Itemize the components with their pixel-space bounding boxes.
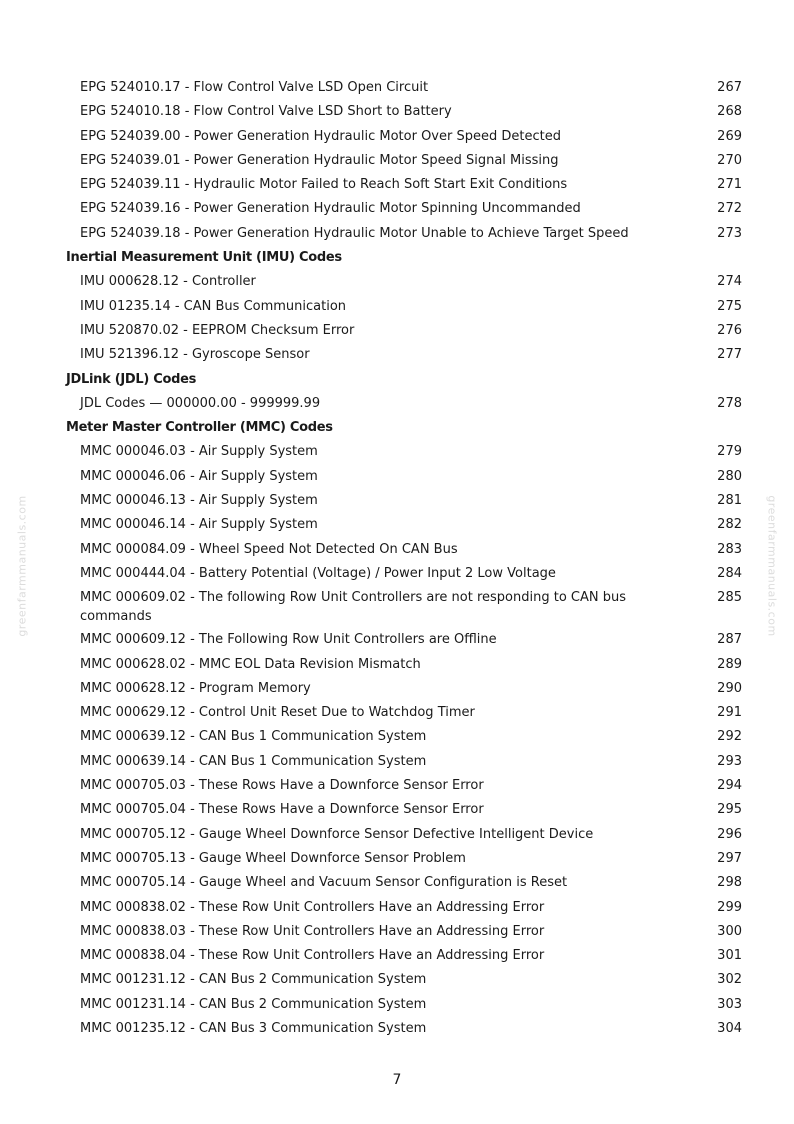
entry-page-number: 278 (717, 395, 742, 411)
toc-entry[interactable] (0, 586, 794, 628)
entry-page-number: 300 (717, 923, 742, 939)
entry-title: EPG 524010.18 - Flow Control Valve LSD Short to Battery (80, 104, 452, 120)
entry-page-number: 298 (717, 875, 742, 891)
toc-entry[interactable] (0, 750, 794, 774)
toc-entry[interactable] (0, 920, 794, 944)
entry-title: EPG 524039.11 - Hydraulic Motor Failed to Reach Soft Start Exit Conditions (80, 177, 568, 193)
section-title: Meter Master Controller (MMC) Codes (66, 420, 333, 436)
entry-title: MMC 000705.13 - Gauge Wheel Downforce Sensor Problem (80, 850, 466, 866)
toc-entry[interactable] (0, 774, 794, 798)
toc-entry[interactable] (0, 392, 794, 416)
entry-title: EPG 524039.01 - Power Generation Hydraulic Motor Speed Signal Missing (80, 152, 559, 168)
toc-entry[interactable] (0, 677, 794, 701)
entry-page-number: 289 (717, 656, 742, 672)
entry-title: MMC 000609.02 - The following Row Unit Controllers are not responding to CAN bus commands (80, 590, 627, 625)
entry-page-number: 267 (717, 80, 742, 95)
toc-entry[interactable] (0, 343, 794, 367)
entry-page-number: 270 (717, 152, 742, 168)
entry-page-number: 274 (717, 274, 742, 290)
watermark-right: greenfarmmanuals.com (765, 495, 779, 637)
entry-page-number: 268 (717, 104, 742, 120)
toc-entry[interactable] (0, 1017, 794, 1041)
entry-title: MMC 000628.02 - MMC EOL Data Revision Mismatch (80, 656, 421, 672)
toc-entry[interactable] (0, 823, 794, 847)
toc-entry[interactable] (0, 222, 794, 246)
toc-section-heading (0, 368, 794, 392)
entry-title: EPG 524039.16 - Power Generation Hydraulic Motor Spinning Uncommanded (80, 201, 581, 217)
toc-entry[interactable] (0, 440, 794, 464)
table-of-contents (0, 76, 794, 1041)
toc-entry[interactable] (0, 76, 794, 100)
entry-title: MMC 000838.02 - These Row Unit Controllers Have an Addressing Error (80, 899, 545, 915)
entry-page-number: 293 (717, 753, 742, 769)
entry-page-number: 299 (717, 899, 742, 915)
entry-page-number: 290 (717, 680, 742, 696)
toc-entry[interactable] (0, 968, 794, 992)
entry-title: MMC 000046.03 - Air Supply System (80, 444, 318, 460)
toc-section-heading (0, 246, 794, 270)
watermark-left: greenfarmmanuals.com (15, 495, 29, 637)
entry-title: IMU 000628.12 - Controller (80, 274, 256, 290)
entry-title: MMC 000705.12 - Gauge Wheel Downforce Sensor Defective Intelligent Device (80, 826, 594, 842)
toc-entry[interactable] (0, 993, 794, 1017)
entry-title: IMU 521396.12 - Gyroscope Sensor (80, 347, 310, 363)
toc-entry[interactable] (0, 100, 794, 124)
toc-entry[interactable] (0, 798, 794, 822)
entry-title: MMC 000609.12 - The Following Row Unit Controllers are Offline (80, 632, 497, 648)
entry-page-number: 296 (717, 826, 742, 842)
entry-page-number: 285 (717, 590, 742, 606)
toc-entry[interactable] (0, 319, 794, 343)
entry-page-number: 303 (717, 996, 742, 1012)
toc-entry[interactable] (0, 465, 794, 489)
entry-title: JDL Codes — 000000.00 - 999999.99 (80, 395, 321, 411)
toc-entry[interactable] (0, 562, 794, 586)
entry-page-number: 280 (717, 468, 742, 484)
entry-page-number: 272 (717, 201, 742, 217)
toc-entry[interactable] (0, 149, 794, 173)
entry-title: MMC 000705.03 - These Rows Have a Downforce Sensor Error (80, 778, 484, 794)
page-number: 7 (392, 1072, 402, 1088)
entry-title: MMC 000629.12 - Control Unit Reset Due to Watchdog Timer (80, 705, 475, 721)
entry-page-number: 292 (717, 729, 742, 745)
entry-title: MMC 000838.04 - These Row Unit Controllers Have an Addressing Error (80, 948, 545, 964)
entry-page-number: 291 (717, 705, 742, 721)
toc-entry[interactable] (0, 197, 794, 221)
toc-entry[interactable] (0, 653, 794, 677)
toc-section-heading (0, 416, 794, 440)
entry-title: EPG 524010.17 - Flow Control Valve LSD Open Circuit (80, 80, 429, 95)
entry-page-number: 282 (717, 517, 742, 533)
entry-page-number: 279 (717, 444, 742, 460)
toc-entry[interactable] (0, 871, 794, 895)
entry-page-number: 302 (717, 972, 742, 988)
entry-title: MMC 000639.12 - CAN Bus 1 Communication System (80, 729, 427, 745)
toc-entry[interactable] (0, 701, 794, 725)
toc-entry[interactable] (0, 270, 794, 294)
entry-title: IMU 01235.14 - CAN Bus Communication (80, 298, 347, 314)
entry-title: MMC 001231.14 - CAN Bus 2 Communication System (80, 996, 427, 1012)
entry-page-number: 281 (717, 493, 742, 509)
entry-title: MMC 000046.14 - Air Supply System (80, 517, 318, 533)
toc-entry[interactable] (0, 896, 794, 920)
entry-title: MMC 000084.09 - Wheel Speed Not Detected On CAN Bus (80, 541, 458, 557)
entry-page-number: 271 (717, 177, 742, 193)
entry-page-number: 275 (717, 298, 742, 314)
toc-entry[interactable] (0, 513, 794, 537)
entry-page-number: 284 (717, 565, 742, 581)
entry-title: MMC 000705.04 - These Rows Have a Downforce Sensor Error (80, 802, 484, 818)
entry-title: MMC 000628.12 - Program Memory (80, 680, 311, 696)
entry-page-number: 304 (717, 1020, 742, 1036)
entry-page-number: 301 (717, 948, 742, 964)
entry-title: IMU 520870.02 - EEPROM Checksum Error (80, 322, 355, 338)
entry-page-number: 276 (717, 322, 742, 338)
toc-entry[interactable] (0, 295, 794, 319)
toc-entry[interactable] (0, 725, 794, 749)
entry-title: EPG 524039.00 - Power Generation Hydraulic Motor Over Speed Detected (80, 128, 561, 144)
section-title: JDLink (JDL) Codes (66, 371, 197, 387)
toc-entry[interactable] (0, 489, 794, 513)
toc-entry[interactable] (0, 125, 794, 149)
entry-title: EPG 524039.18 - Power Generation Hydraulic Motor Unable to Achieve Target Speed (80, 225, 629, 241)
entry-page-number: 294 (717, 778, 742, 794)
entry-title: MMC 000705.14 - Gauge Wheel and Vacuum Sensor Configuration is Reset (80, 875, 568, 891)
entry-page-number: 297 (717, 850, 742, 866)
toc-entry[interactable] (0, 538, 794, 562)
section-title: Inertial Measurement Unit (IMU) Codes (66, 250, 342, 266)
entry-title: MMC 001231.12 - CAN Bus 2 Communication System (80, 972, 427, 988)
entry-title: MMC 000046.06 - Air Supply System (80, 468, 318, 484)
toc-entry[interactable] (0, 628, 794, 652)
entry-title: MMC 000639.14 - CAN Bus 1 Communication System (80, 753, 427, 769)
entry-page-number: 287 (717, 632, 742, 648)
toc-entry[interactable] (0, 847, 794, 871)
entry-page-number: 269 (717, 128, 742, 144)
entry-page-number: 277 (717, 347, 742, 363)
entry-title: MMC 000046.13 - Air Supply System (80, 493, 318, 509)
entry-page-number: 295 (717, 802, 742, 818)
entry-page-number: 273 (717, 225, 742, 241)
toc-entry[interactable] (0, 173, 794, 197)
toc-entry[interactable] (0, 944, 794, 968)
entry-title: MMC 000444.04 - Battery Potential (Voltage) / Power Input 2 Low Voltage (80, 565, 556, 581)
entry-page-number: 283 (717, 541, 742, 557)
entry-title: MMC 001235.12 - CAN Bus 3 Communication System (80, 1020, 427, 1036)
entry-title: MMC 000838.03 - These Row Unit Controllers Have an Addressing Error (80, 923, 545, 939)
